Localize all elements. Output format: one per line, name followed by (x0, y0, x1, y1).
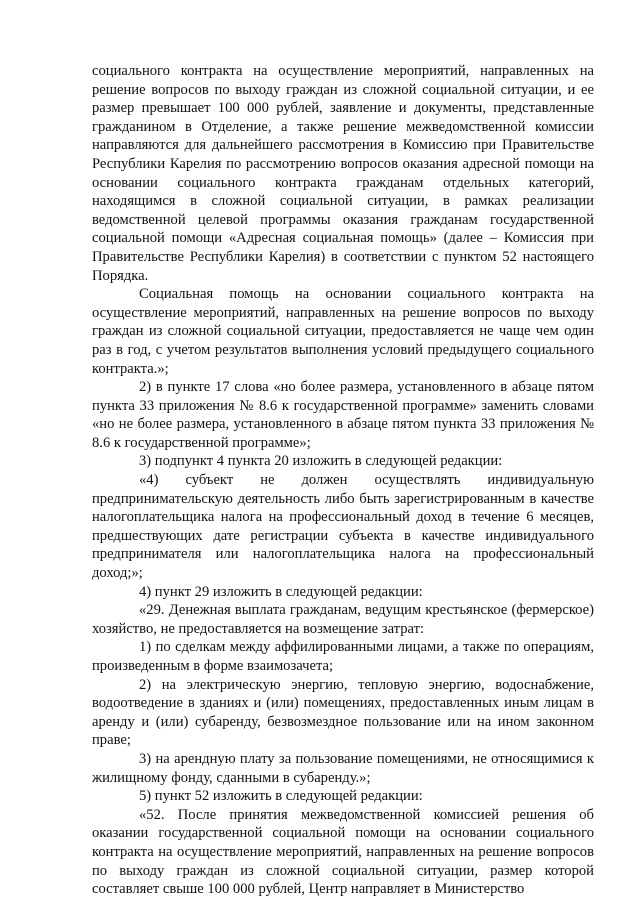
paragraph-item-2: 2) в пункте 17 слова «но более размера, установленного в абзаце пятом пункта 33 приложения № 8.6 к государственной программе» заменить словами «но не более размера, установленного в абзаце пятом пункта 33 приложения № 8.6 к государственной программе»; (92, 379, 594, 451)
paragraph-point-29: «29. Денежная выплата гражданам, ведущим крестьянское (фермерское) хозяйство, не предоставляется на возмещение затрат: (92, 602, 594, 637)
paragraph-item-5: 5) пункт 52 изложить в следующей редакции: (139, 788, 423, 805)
paragraph-point-29-sub-2: 2) на электрическую энергию, тепловую энергию, водоснабжение, водоотведение в зданиях и (или) помещениях, предоставленных иным лицам в аренду и (или) субаренду, безвозмездное пользование или на ином законном праве; (92, 676, 594, 749)
paragraph-subitem-4: «4) субъект не должен осуществлять индивидуальную предпринимательскую деятельность либо быть зарегистрированным в качестве налогоплательщика налога на профессиональный доход в течение 6 месяцев, предшествующих дате регистрации субъекта в качестве индивидуального предпринимателя или налогоплательщика налога на профессиональный доход;»; (92, 472, 594, 582)
paragraph-item-3: 3) подпункт 4 пункта 20 изложить в следующей редакции: (139, 453, 503, 470)
paragraph-social-assistance: Социальная помощь на основании социального контракта на осуществление мероприятий, направленных на решение вопросов по выходу граждан из сложной социальной ситуации, предоставляется не чаще чем один раз в год, с учетом результатов выполнения условий предыдущего социального контракта.»; (92, 286, 594, 377)
document-body (92, 62, 594, 899)
paragraph-continuation: социального контракта на осуществление мероприятий, направленных на решение вопросов по выходу граждан из сложной социальной ситуации, и ее размер превышает 100 000 рублей, заявление и документы, представленные гражданином в Отделение, а также решение межведомственной комиссии направляются для дальнейшего рассмотрения в Комиссию при Правительстве Республики Карелия по рассмотрению вопросов оказания адресной помощи на основании социального контракта гражданам отдельных категорий, находящимся в сложной социальной ситуации, в рамках реализации ведомственной целевой программы оказания гражданам государственной социальной помощи «Адресная социальная помощь» (далее – Комиссия при Правительстве Республики Карелия) в соответствии с пунктом 52 настоящего Порядка. (92, 63, 594, 284)
paragraph-point-52: «52. После принятия межведомственной комиссией решения об оказании государственной социальной помощи на основании социального контракта на осуществление мероприятий, направленных на решение вопросов по выходу граждан из сложной социальной ситуации, размер которой составляет свыше 100 000 рублей, Центр направляет в Министерство (92, 806, 594, 898)
paragraph-point-29-sub-3: 3) на арендную плату за пользование помещениями, не относящимися к жилищному фонду, сданными в субаренду.»; (92, 750, 594, 786)
paragraph-item-4: 4) пункт 29 изложить в следующей редакции: (139, 583, 423, 600)
paragraph-point-29-sub-1: 1) по сделкам между аффилированными лицами, а также по операциям, произведенным в форме взаимозачета; (92, 639, 594, 674)
